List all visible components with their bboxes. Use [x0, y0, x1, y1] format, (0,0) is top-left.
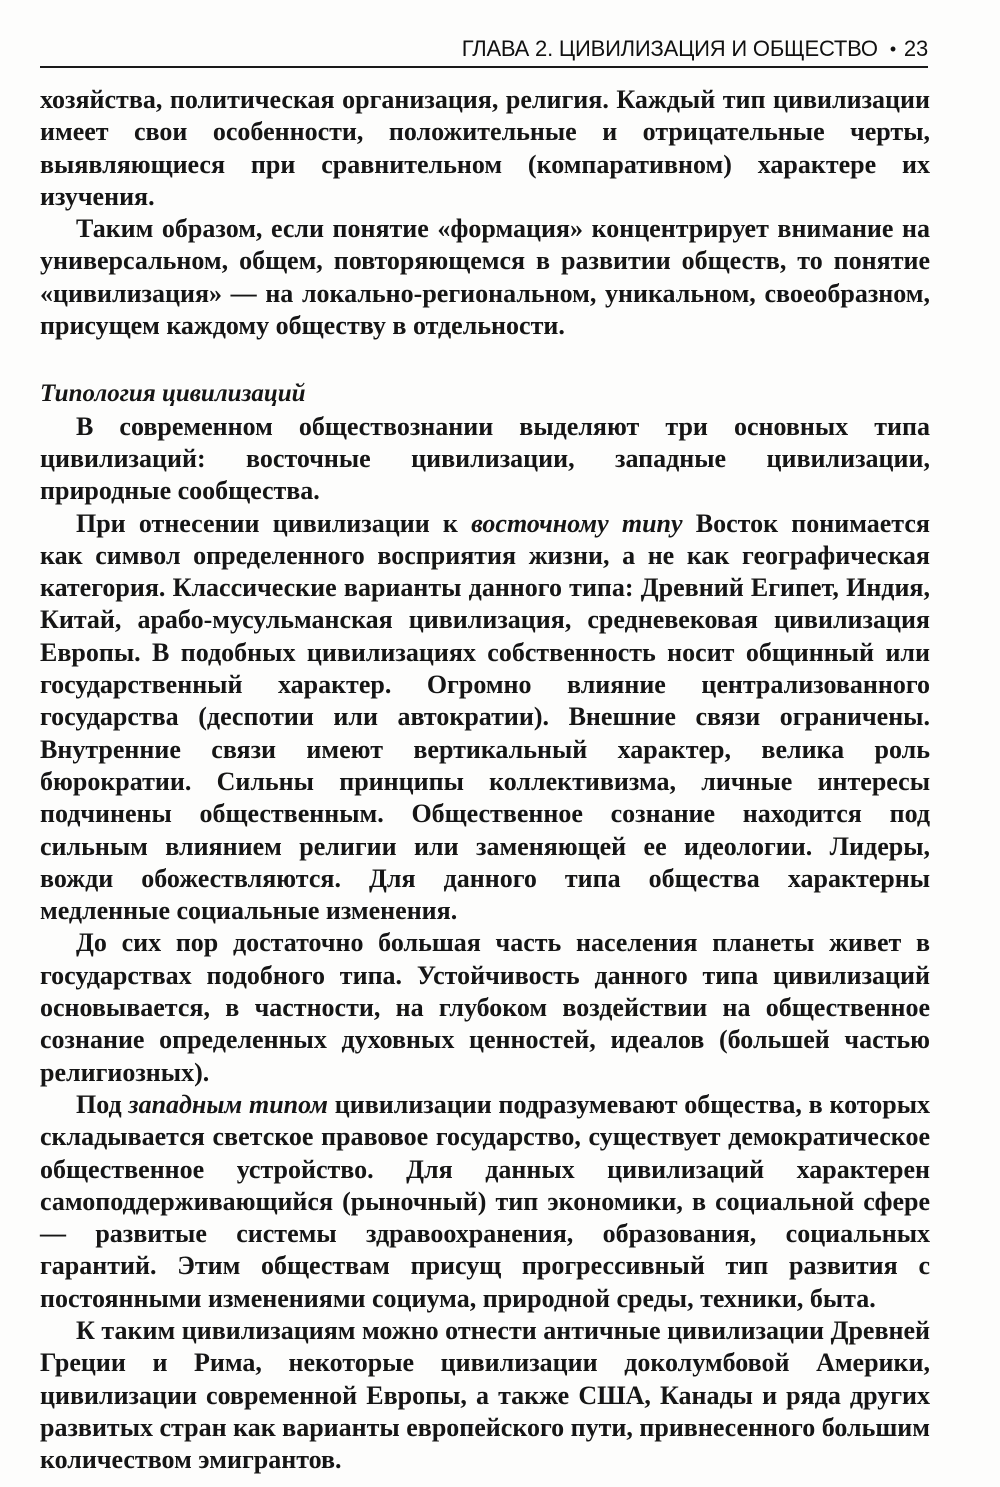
eastern-type-emphasis: восточному типу	[471, 508, 683, 538]
eastern-type-text-before: При отнесении цивилизации к	[76, 508, 472, 538]
section-heading: Типология цивилизаций	[40, 380, 306, 408]
paragraph-population: До сих пор достаточно большая часть населения планеты живет в государствах подобного типа. Устойчивость данного типа цивилизаций основывается, в частности, на глубоком воздействии на общественное сознание определенных духовных ценностей, идеалов (большей частью религиозных).	[40, 928, 930, 1087]
paragraph-continuation: хозяйства, политическая организация, религия. Каждый тип цивилизации имеет свои особенности, положительные и отрицательные черты, выявляющиеся при сравнительном (компаративном) характере их изучения.	[40, 85, 930, 211]
western-type-emphasis: западным типом	[128, 1089, 328, 1119]
paragraph-three-types: В современном обществознании выделяют три основных типа цивилизаций: восточные цивилизации, западные цивилизации, природные сообщества.	[40, 411, 930, 506]
chapter-title: ГЛАВА 2. ЦИВИЛИЗАЦИЯ И ОБЩЕСТВО	[461, 36, 878, 61]
western-type-text-before: Под	[76, 1089, 129, 1119]
eastern-type-text-after: Восток понимается как символ определенного восприятия жизни, а не как географическая категория. Классические варианты данного типа: Древний Египет, Индия, Китай, арабо-мусульманская цивилизация, средневековая цивилизация Европы. В подобных цивилизациях собственность носит общинный или государственный характер. Огромно влияние централизованного государства (деспотии или автократии). Внешние связи ограничены. Внутренние связи имеют вертикальный характер, велика роль бюрократии. Сильны принципы коллективизма, личные интересы подчинены общественным. Общественное сознание находится под сильным влиянием религии или заменяющей ее идеологии. Лидеры, вожди обожествляются. Для данного типа общества характерны медленные социальные изменения.	[40, 508, 930, 926]
body-text	[40, 84, 930, 1476]
paragraph-western-examples: К таким цивилизациям можно отнести античные цивилизации Древней Греции и Рима, некоторые цивилизации доколумбовой Америки, цивилизации современной Европы, а также США, Канады и ряда других развитых стран как варианты европейского пути, привнесенного большим количеством эмигрантов.	[40, 1315, 930, 1475]
page-number: 23	[903, 36, 928, 61]
running-head	[40, 28, 928, 68]
paragraph-eastern-type	[40, 508, 930, 928]
paragraph-western-type	[40, 1089, 930, 1315]
header-separator: •	[889, 39, 896, 59]
western-type-text-after: цивилизации подразумевают общества, в которых складывается светское правовое государство, существует демократическое общественное устройство. Для данных цивилизаций характерен самоподдерживающийся (рыночный) тип экономики, в социальной сфере — развитые системы здравоохранения, образования, социальных гарантий. Этим обществам присущ прогрессивный тип развития с постоянными изменениями социума, природной среды, техники, быта.	[40, 1089, 930, 1313]
paragraph-formation-vs-civilization: Таким образом, если понятие «формация» концентрирует внимание на универсальном, общем, повторяющемся в развитии обществ, то понятие «цивилизация» — на локально-региональном, уникальном, своеобразном, присущем каждому обществу в отдельности.	[40, 214, 930, 341]
